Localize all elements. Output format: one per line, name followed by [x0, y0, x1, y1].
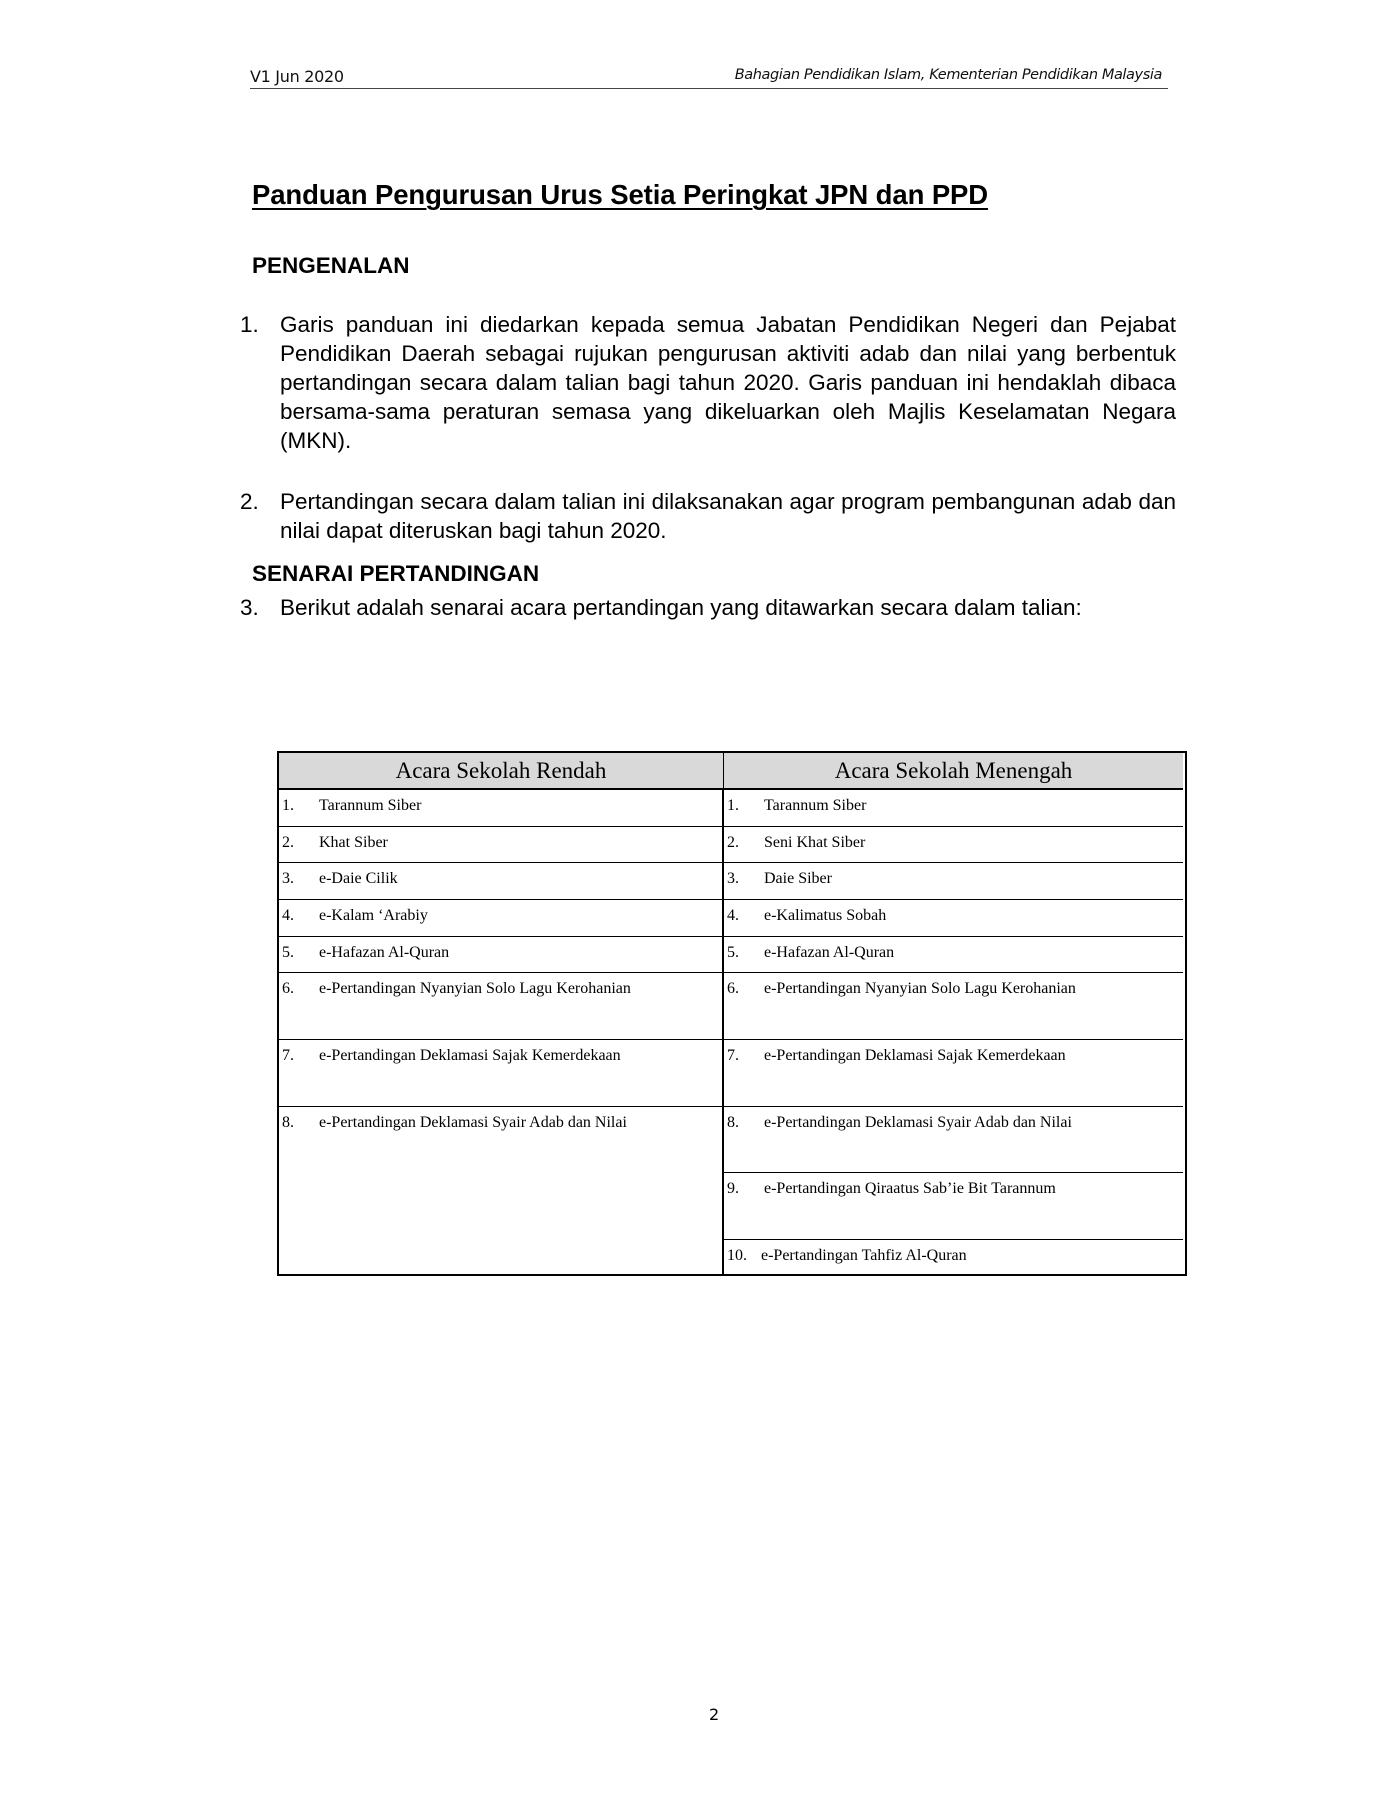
paragraph-text: Berikut adalah senarai acara pertandingan yang ditawarkan secara dalam talian: [280, 595, 1082, 620]
paragraph-1 [240, 310, 1176, 455]
table-header-sekolah-rendah: Acara Sekolah Rendah [279, 753, 723, 790]
row-event-name: e-Hafazan Al-Quran [764, 944, 895, 961]
table-row [724, 973, 1183, 1040]
table-row [279, 863, 723, 900]
version-label: V1 Jun 2020 [250, 67, 344, 86]
row-number: 4. [282, 907, 294, 924]
row-event-name: e-Pertandingan Deklamasi Sajak Kemerdekaan [764, 1047, 1066, 1064]
row-event-name: e-Pertandingan Qiraatus Sab’ie Bit Tarannum [764, 1180, 1056, 1197]
row-event-name: e-Pertandingan Deklamasi Syair Adab dan Nilai [319, 1114, 627, 1131]
table-row [724, 937, 1183, 973]
table-row [724, 1173, 1183, 1240]
row-event-name: e-Kalimatus Sobah [764, 907, 887, 924]
row-event-name: e-Pertandingan Deklamasi Sajak Kemerdekaan [319, 1047, 621, 1064]
row-number: 2. [282, 834, 294, 851]
table-row [724, 790, 1183, 827]
row-number: 3. [727, 870, 739, 887]
table-column-sekolah-rendah [279, 753, 723, 1273]
table-row [724, 1107, 1183, 1173]
table-row [724, 900, 1183, 937]
row-number: 6. [282, 980, 294, 997]
row-number: 8. [727, 1114, 739, 1131]
table-row [279, 900, 723, 937]
row-event-name: e-Daie Cilik [319, 870, 398, 887]
row-number: 4. [727, 907, 739, 924]
paragraph-number: 1. [240, 312, 259, 337]
paragraph-number: 3. [240, 595, 259, 620]
table-row [279, 827, 723, 863]
row-number: 2. [727, 834, 739, 851]
row-event-name: e-Pertandingan Tahfiz Al-Quran [761, 1247, 967, 1264]
row-number: 9. [727, 1180, 739, 1197]
row-number: 3. [282, 870, 294, 887]
table-row [724, 1240, 1183, 1273]
row-number: 6. [727, 980, 739, 997]
paragraph-text: Pertandingan secara dalam talian ini dilaksanakan agar program pembangunan adab dan nilai dapat diteruskan bagi tahun 2020. [280, 489, 1176, 543]
row-number: 5. [282, 944, 294, 961]
row-event-name: e-Kalam ‘Arabiy [319, 907, 428, 924]
row-number: 10. [727, 1247, 747, 1264]
row-number: 1. [727, 797, 739, 814]
section-heading-senarai-pertandingan: SENARAI PERTANDINGAN [252, 561, 540, 586]
table-row [279, 790, 723, 827]
row-number: 7. [282, 1047, 294, 1064]
table-row [724, 1040, 1183, 1107]
table-row [279, 1107, 723, 1273]
row-event-name: Seni Khat Siber [764, 834, 866, 851]
page-number: 2 [709, 1705, 720, 1724]
row-event-name: Daie Siber [764, 870, 832, 887]
table-row [724, 863, 1183, 900]
table-row [279, 973, 723, 1040]
row-number: 1. [282, 797, 294, 814]
table-column-sekolah-menengah [724, 753, 1183, 1273]
page-header [250, 64, 1168, 89]
row-event-name: e-Hafazan Al-Quran [319, 944, 450, 961]
row-event-name: e-Pertandingan Deklamasi Syair Adab dan Nilai [764, 1114, 1072, 1131]
row-number: 5. [727, 944, 739, 961]
row-event-name: Tarannum Siber [319, 797, 422, 814]
table-row [279, 937, 723, 973]
organization-label: Bahagian Pendidikan Islam, Kementerian Pendidikan Malaysia [734, 67, 1162, 83]
paragraph-number: 2. [240, 489, 259, 514]
row-event-name: e-Pertandingan Nyanyian Solo Lagu Kerohanian [319, 980, 631, 997]
paragraph-text: Garis panduan ini diedarkan kepada semua Jabatan Pendidikan Negeri dan Pejabat Pendidikan Daerah sebagai rujukan pengurusan aktiviti adab dan nilai yang berbentuk pertandingan secara dalam talian bagi tahun 2020. Garis panduan ini hendaklah dibaca bersama-sama peraturan semasa yang dikeluarkan oleh Majlis Keselamatan Negara (MKN). [280, 312, 1176, 453]
paragraph-2 [240, 487, 1176, 545]
table-row [724, 827, 1183, 863]
section-heading-pengenalan: PENGENALAN [252, 253, 410, 278]
row-number: 8. [282, 1114, 294, 1131]
row-number: 7. [727, 1047, 739, 1064]
table-row [279, 1040, 723, 1107]
table-header-sekolah-menengah: Acara Sekolah Menengah [724, 753, 1183, 790]
document-title: Panduan Pengurusan Urus Setia Peringkat JPN dan PPD [252, 179, 989, 210]
row-event-name: Khat Siber [319, 834, 388, 851]
paragraph-3 [240, 593, 1176, 622]
row-event-name: Tarannum Siber [764, 797, 867, 814]
row-event-name: e-Pertandingan Nyanyian Solo Lagu Kerohanian [764, 980, 1076, 997]
